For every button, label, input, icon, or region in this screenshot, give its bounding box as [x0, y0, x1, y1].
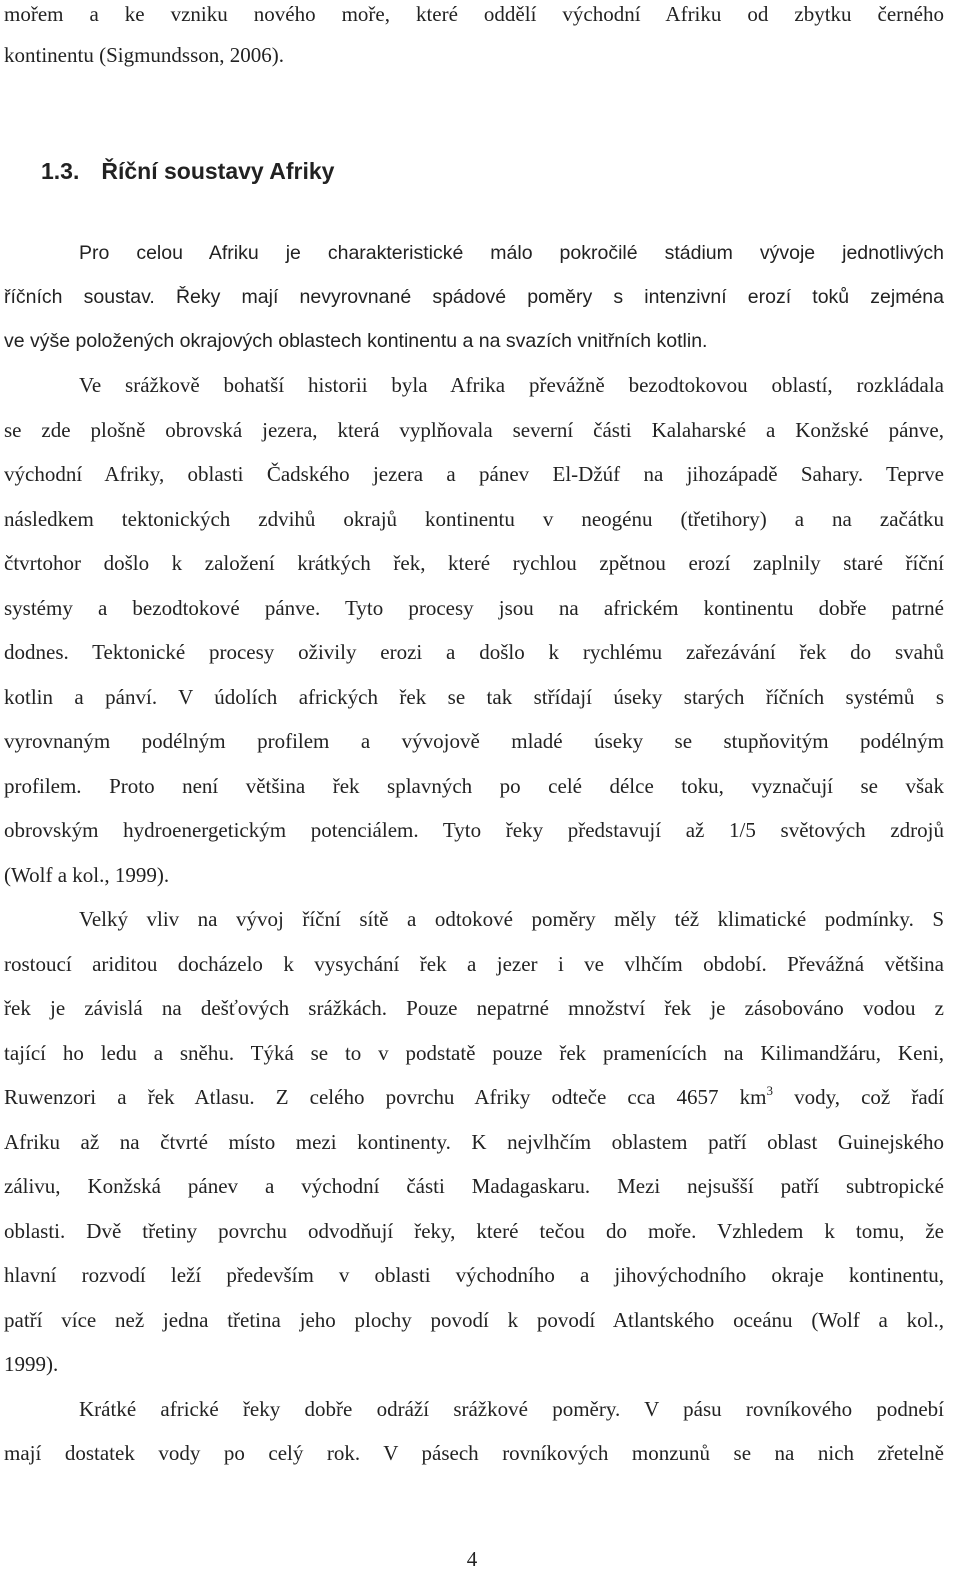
superscript: 3: [766, 1083, 773, 1098]
page-number: 4: [466, 1547, 478, 1571]
text-line: východní Afriky, oblasti Čadského jezera a pánev El-Džúf na jihozápadě Sahary. Teprve: [4, 462, 944, 486]
text-line: profilem. Proto není většina řek splavných po celé délce toku, vyznačují se však: [4, 774, 944, 798]
text-line: hlavní rozvodí leží především v oblasti východního a jihovýchodního okraje kontinentu,: [4, 1263, 944, 1287]
text-line: obrovským hydroenergetickým potenciálem. Tyto řeky představují až 1/5 světových zdrojů: [4, 818, 944, 842]
text-line: mají dostatek vody po celý rok. V pásech rovníkových monzunů se na nich zřetelně: [4, 1441, 944, 1465]
text-line: Afriku až na čtvrté místo mezi kontinenty. K nejvlhčím oblastem patří oblast Guinejského: [4, 1130, 944, 1154]
text-line: (Wolf a kol., 1999).: [4, 863, 170, 887]
text-line: kontinentu (Sigmundsson, 2006).: [4, 43, 285, 67]
text-line: systémy a bezodtokové pánve. Tyto procesy jsou na africkém kontinentu dobře patrné: [4, 596, 944, 620]
text-line: rostoucí ariditou docházelo k vysychání řek a jezer i ve vlhčím období. Převážná většina: [4, 952, 944, 976]
text-line: řek je závislá na dešťových srážkách. Pouze nepatrné množství řek je zásobováno vodou z: [4, 996, 944, 1020]
text-line: kotlin a pánví. V údolích afrických řek se tak střídají úseky starých říčních systémů s: [4, 685, 944, 709]
text-line-with-superscript: [4, 1085, 944, 1109]
text-line: Ve srážkově bohatší historii byla Afrika převážně bezodtokovou oblastí, rozkládala: [79, 373, 944, 397]
section-heading: [41, 157, 334, 185]
text-span: vody, což řadí: [772, 1085, 944, 1109]
text-span: Ruwenzori a řek Atlasu. Z celého povrchu Afriky odteče cca 4657 km: [4, 1085, 767, 1109]
text-line: zálivu, Konžská pánev a východní části Madagaskaru. Mezi nejsušší patří subtropické: [4, 1174, 944, 1198]
text-line: dodnes. Tektonické procesy oživily erozi a došlo k rychlému zařezávání řek do svahů: [4, 640, 944, 664]
text-line: mořem a ke vzniku nového moře, které oddělí východní Afriku od zbytku černého: [4, 2, 944, 26]
text-line: ve výše položených okrajových oblastech kontinentu a na svazích vnitřních kotlin.: [4, 330, 708, 352]
text-line: Velký vliv na vývoj říční sítě a odtokové poměry měly též klimatické podmínky. S: [79, 907, 944, 931]
text-line: Pro celou Afriku je charakteristické málo pokročilé stádium vývoje jednotlivých: [79, 242, 944, 264]
text-line: oblasti. Dvě třetiny povrchu odvodňují řeky, které tečou do moře. Vzhledem k tomu, že: [4, 1219, 944, 1243]
text-line: vyrovnaným podélným profilem a vývojově mladé úseky se stupňovitým podélným: [4, 729, 944, 753]
text-line: říčních soustav. Řeky mají nevyrovnané spádové poměry s intenzivní erozí toků zejména: [4, 286, 944, 308]
text-line: se zde plošně obrovská jezera, která vyplňovala severní části Kalaharské a Konžské pánve,: [4, 418, 944, 442]
text-line: 1999).: [4, 1352, 59, 1376]
text-line: Krátké africké řeky dobře odráží srážkové poměry. V pásu rovníkového podnebí: [79, 1397, 944, 1421]
text-line: tající ho ledu a sněhu. Týká se to v podstatě pouze řek pramenících na Kilimandžáru, Keni,: [4, 1041, 944, 1065]
text-line: čtvrtohor došlo k založení krátkých řek, které rychlou zpětnou erozí zaplnily staré říční: [4, 551, 944, 575]
text-line: následkem tektonických zdvihů okrajů kontinentu v neogénu (třetihory) a na začátku: [4, 507, 944, 531]
section-number: 1.3.: [41, 158, 80, 184]
text-line: patří více než jedna třetina jeho plochy povodí k povodí Atlantského oceánu (Wolf a kol.,: [4, 1308, 944, 1332]
section-title: Říční soustavy Afriky: [101, 158, 335, 184]
